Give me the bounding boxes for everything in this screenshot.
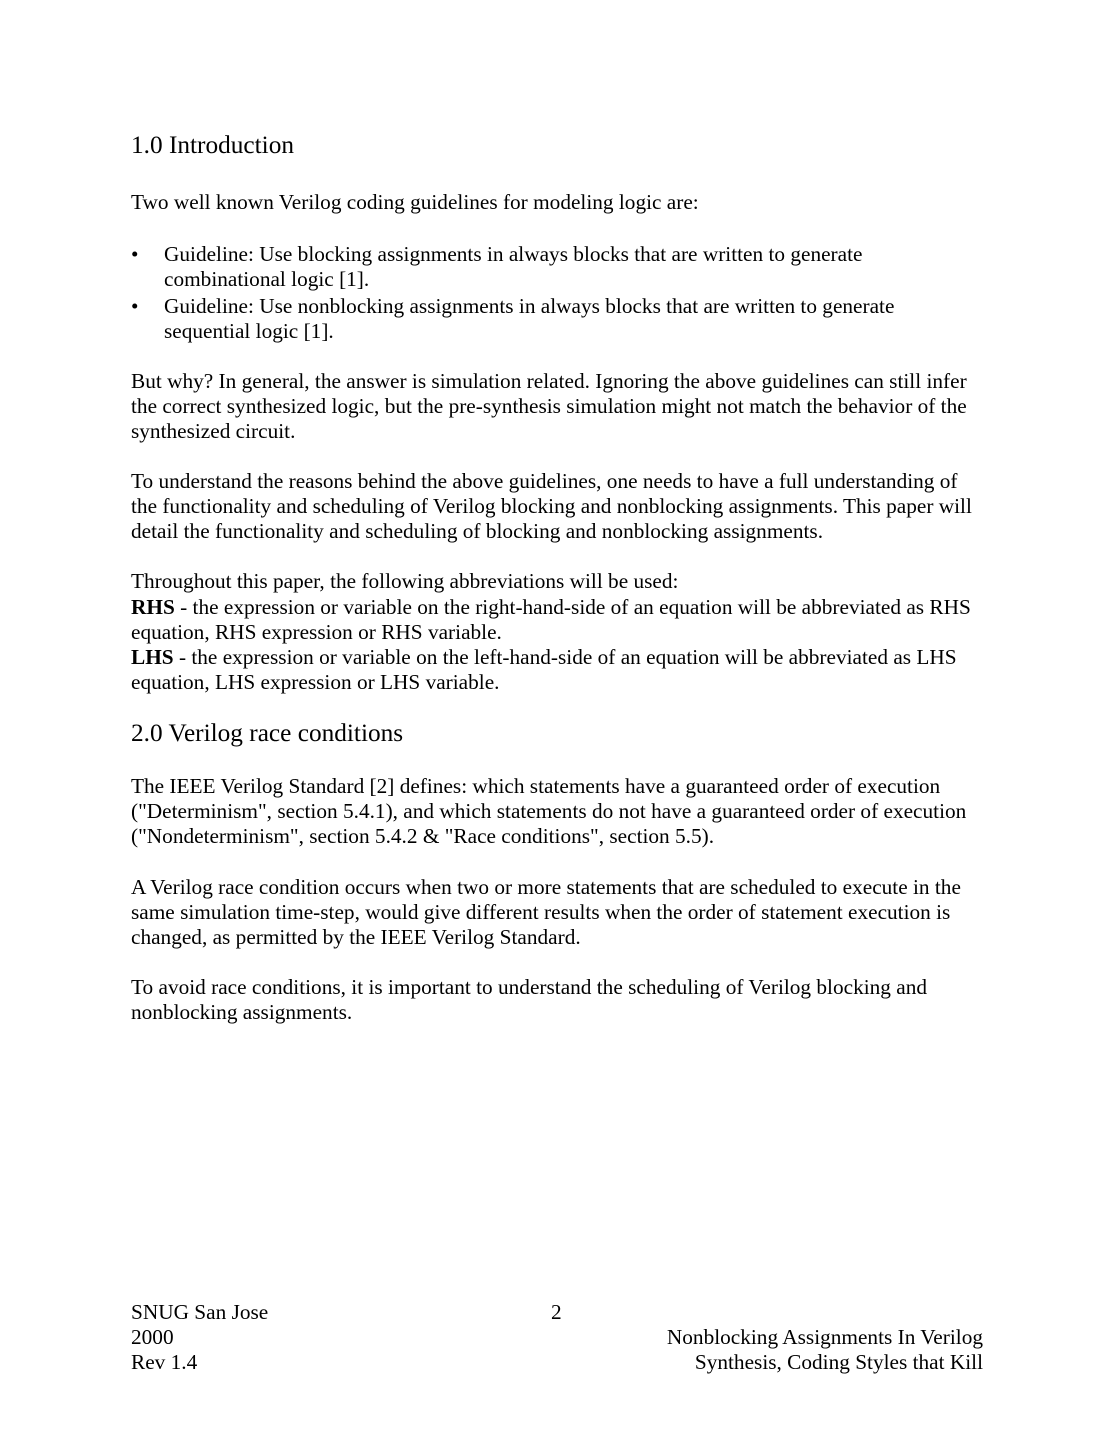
- lhs-term: LHS: [131, 645, 174, 669]
- rhs-definition-text: - the expression or variable on the right-hand-side of an equation will be abbreviated as RHS equation, RHS expression or RHS variable.: [131, 595, 971, 644]
- abbreviations-intro: Throughout this paper, the following abbreviations will be used:: [131, 569, 679, 593]
- page-footer: [131, 1300, 983, 1380]
- footer-year: 2000: [131, 1325, 174, 1349]
- section-2-paragraph: To avoid race conditions, it is important to understand the scheduling of Verilog blocking and nonblocking assignments.: [131, 975, 928, 1024]
- section-1-paragraph: But why? In general, the answer is simulation related. Ignoring the above guidelines can still infer the correct synthesized logic, but the pre-synthesis simulation might not match the behavior of the synthesized circuit.: [131, 369, 967, 443]
- page-number: 2: [551, 1300, 562, 1324]
- section-1-paragraph: To understand the reasons behind the above guidelines, one needs to have a full understanding of the functionality and scheduling of Verilog blocking and nonblocking assignments. This paper will detail the functionality and scheduling of blocking and nonblocking assignments.: [131, 469, 972, 543]
- lhs-definition: [131, 645, 983, 695]
- rhs-definition: [131, 595, 983, 645]
- section-1-heading: 1.0 Introduction: [131, 131, 294, 159]
- footer-right: [667, 1325, 983, 1375]
- lhs-definition-text: - the expression or variable on the left-hand-side of an equation will be abbreviated as LHS equation, LHS expression or LHS variable.: [131, 645, 957, 694]
- list-item: [131, 242, 983, 292]
- guideline-list: [131, 242, 983, 344]
- rhs-term: RHS: [131, 595, 175, 619]
- footer-conference: SNUG San Jose: [131, 1300, 269, 1324]
- list-item: [131, 294, 983, 344]
- bullet-icon: •: [131, 242, 139, 266]
- section-2-heading: 2.0 Verilog race conditions: [131, 719, 404, 747]
- guideline-text: Guideline: Use nonblocking assignments in always blocks that are written to generate sequential logic [1].: [164, 294, 895, 343]
- footer-title-line1: Nonblocking Assignments In Verilog: [666, 1325, 983, 1349]
- footer-left: [131, 1300, 268, 1375]
- bullet-icon: •: [131, 294, 139, 318]
- section-2-paragraph: The IEEE Verilog Standard [2] defines: which statements have a guaranteed order of execution ("Determinism", section 5.4.1), and which statements do not have a guaranteed order of execution ("Nondeterminism", section 5.4.2 & "Race conditions", section 5.5).: [131, 774, 967, 848]
- section-1-intro: Two well known Verilog coding guidelines for modeling logic are:: [131, 190, 699, 214]
- section-2-paragraph: A Verilog race condition occurs when two or more statements that are scheduled to execute in the same simulation time-step, would give different results when the order of statement execution is changed, as permitted by the IEEE Verilog Standard.: [131, 875, 961, 949]
- footer-title-line2: Synthesis, Coding Styles that Kill: [694, 1350, 983, 1374]
- footer-revision: Rev 1.4: [131, 1350, 198, 1374]
- guideline-text: Guideline: Use blocking assignments in always blocks that are written to generate combinational logic [1].: [164, 242, 863, 291]
